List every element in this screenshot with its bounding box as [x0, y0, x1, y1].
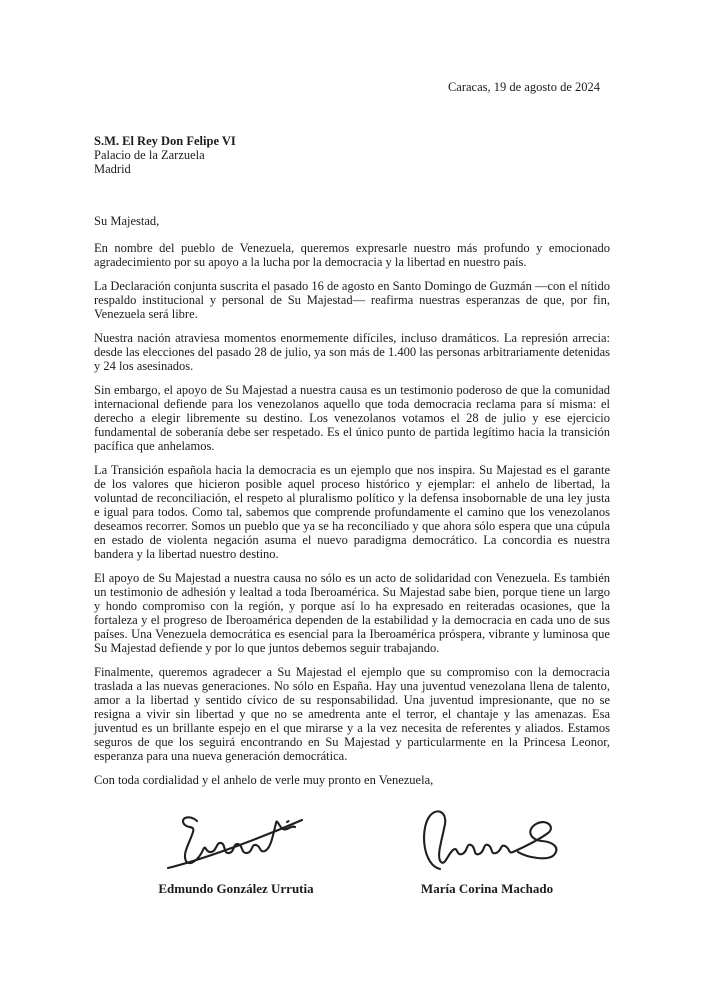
paragraph-7: Finalmente, queremos agradecer a Su Majestad el ejemplo que su compromiso con la democracia traslada a las nuevas generaciones. No sólo en España. Hay una juventud venezolana llena de talento, amor a la libertad y sentido cívico de su responsabilidad. Una juventud impresionante, que no se resigna a vivir sin libertad y que no se amedrenta ante el terror, el chantaje y las amenazas. Esa juventud es un brillante espejo en el que mirarse y a la vez necesita de referentes y aliados. Estamos seguros de que los seguirá encontrando en Su Majestad y particularmente en la Princesa Leonor, esperanza para una nueva generación democrática.: [94, 665, 610, 763]
paragraph-6: El apoyo de Su Majestad a nuestra causa no sólo es un acto de solidaridad con Venezuela. Es también un testimonio de adhesión y lealtad a toda Iberoamérica. Su Majestad sabe bien, porque tiene un largo y hondo compromiso con la región, y porque así lo ha expresado en reiteradas ocasiones, que la fortaleza y el progreso de Iberoamérica dependen de la estabilidad y la democracia en cada uno de sus países. Una Venezuela democrática es esencial para la Iberoamérica próspera, vibrante y luminosa que Su Majestad defiende y por lo que juntos debemos seguir trabajando.: [94, 571, 610, 655]
recipient-address-line-1: Palacio de la Zarzuela: [94, 148, 205, 162]
signature-block-gonzalez: [138, 805, 334, 896]
gonzalez-signature-icon: [161, 805, 311, 873]
recipient-name: S.M. El Rey Don Felipe VI: [94, 134, 236, 148]
machado-signature-icon: [412, 805, 562, 873]
signature-block-machado: [389, 805, 585, 896]
signatory-name-machado: María Corina Machado: [420, 881, 554, 896]
paragraph-5: La Transición española hacia la democracia es un ejemplo que nos inspira. Su Majestad es el garante de los valores que hicieron posible aquel proceso histórico y ejemplar: el anhelo de libertad, la voluntad de reconciliación, el respeto al pluralismo político y la defensa insobornable de una ley justa e igual para todos. Como tal, sabemos que comprende profundamente el camino que los venezolanos deseamos recorrer. Somos un pueblo que ya se ha reconciliado y que ahora sólo espera que una cúpula en estado de violenta negación asuma el nuevo paradigma democrático. La concordia es nuestra bandera y la libertad nuestro destino.: [94, 463, 610, 561]
signature-row: [94, 805, 610, 896]
paragraph-2: La Declaración conjunta suscrita el pasado 16 de agosto en Santo Domingo de Guzmán —con el nítido respaldo institucional y personal de Su Majestad— reafirma nuestras esperanzas de que, por fin, Venezuela será libre.: [94, 279, 610, 321]
paragraph-4: Sin embargo, el apoyo de Su Majestad a nuestra causa es un testimonio poderoso de que la comunidad internacional defiende para los venezolanos aquello que toda democracia reclama para sí misma: el derecho a elegir libremente su destino. Los venezolanos votamos el 28 de julio y ese ejercicio fundamental de soberanía debe ser respetado. Es el único punto de partida legítimo hacia la transición pacífica que anhelamos.: [94, 383, 610, 453]
dateline: Caracas, 19 de agosto de 2024: [447, 80, 600, 94]
recipient-address-line-2: Madrid: [94, 162, 131, 176]
salutation: Su Majestad,: [94, 214, 160, 228]
paragraph-3: Nuestra nación atraviesa momentos enormemente difíciles, incluso dramáticos. La represión arrecia: desde las elecciones del pasado 28 de julio, ya son más de 1.400 las personas arbitrariamente detenidas y 24 los asesinados.: [94, 331, 610, 373]
paragraph-1: En nombre del pueblo de Venezuela, queremos expresarle nuestro más profundo y emocionado agradecimiento por su apoyo a la lucha por la democracia y la libertad en nuestro país.: [94, 241, 610, 269]
closing-line: Con toda cordialidad y el anhelo de verle muy pronto en Venezuela,: [94, 773, 434, 787]
recipient-block: [94, 134, 610, 176]
signatory-name-gonzalez: Edmundo González Urrutia: [158, 881, 314, 896]
